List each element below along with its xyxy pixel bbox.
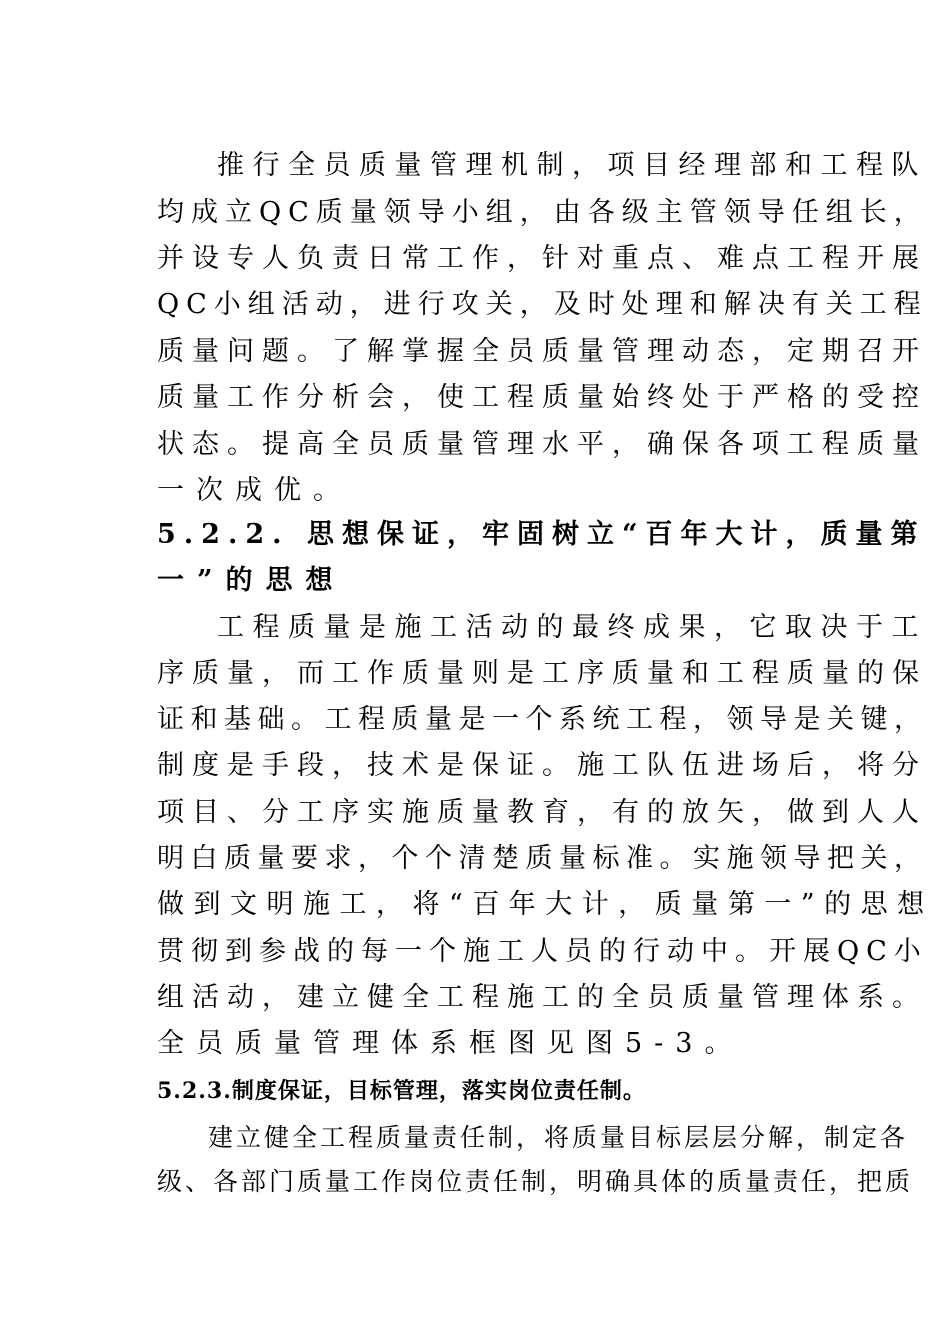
paragraph-line: 组活动，建立健全工程施工的全员质量管理体系。 <box>157 982 927 1013</box>
heading-line: 5.2.2. 思想保证，牢固树立“百年大计，质量第 <box>157 519 926 550</box>
heading-line: 一”的思想 <box>157 565 346 596</box>
paragraph-line: 贯彻到参战的每一个施工人员的行动中。开展QC小 <box>157 936 928 967</box>
paragraph-line: 工程质量是施工活动的最终成果，它取决于工 <box>217 612 927 643</box>
paragraph-line: 做到文明施工，将“百年大计，质量第一”的思想 <box>157 889 934 920</box>
section-heading-5-2-3: 5.2.3.制度保证，目标管理，落实岗位责任制。 <box>157 1078 646 1104</box>
paragraph-line: 均成立QC质量领导小组，由各级主管领导任组长， <box>157 197 928 228</box>
paragraph-line: 序质量，而工作质量则是工序质量和工程质量的保 <box>157 658 927 689</box>
paragraph-line: 制度是手段，技术是保证。施工队伍进场后，将分 <box>157 750 927 781</box>
paragraph-line: QC小组活动，进行攻关，及时处理和解决有关工程 <box>157 289 928 320</box>
paragraph-line: 证和基础。工程质量是一个系统工程，领导是关键， <box>157 704 928 735</box>
paragraph-line: 质量工作分析会，使工程质量始终处于严格的受控 <box>157 382 927 413</box>
paragraph-line: 项目、分工序实施质量教育，有的放矢，做到人人 <box>157 797 927 828</box>
paragraph-line: 级、各部门质量工作岗位责任制，明确具体的质量责任，把质 <box>157 1167 914 1196</box>
paragraph-line: 推行全员质量管理机制，项目经理部和工程队 <box>217 150 927 181</box>
paragraph-line: 一次成优。 <box>157 475 352 506</box>
paragraph-line: 并设专人负责日常工作，针对重点、难点工程开展 <box>157 243 927 274</box>
paragraph-line: 质量问题。了解掌握全员质量管理动态，定期召开 <box>157 336 927 367</box>
paragraph-line: 全员质量管理体系框图见图5-3。 <box>157 1028 744 1059</box>
paragraph-line: 状态。提高全员质量管理水平，确保各项工程质量 <box>157 429 927 460</box>
paragraph-line: 明白质量要求，个个清楚质量标准。实施领导把关， <box>157 843 928 874</box>
paragraph-line: 建立健全工程质量责任制，将质量目标层层分解，制定各 <box>208 1123 909 1152</box>
